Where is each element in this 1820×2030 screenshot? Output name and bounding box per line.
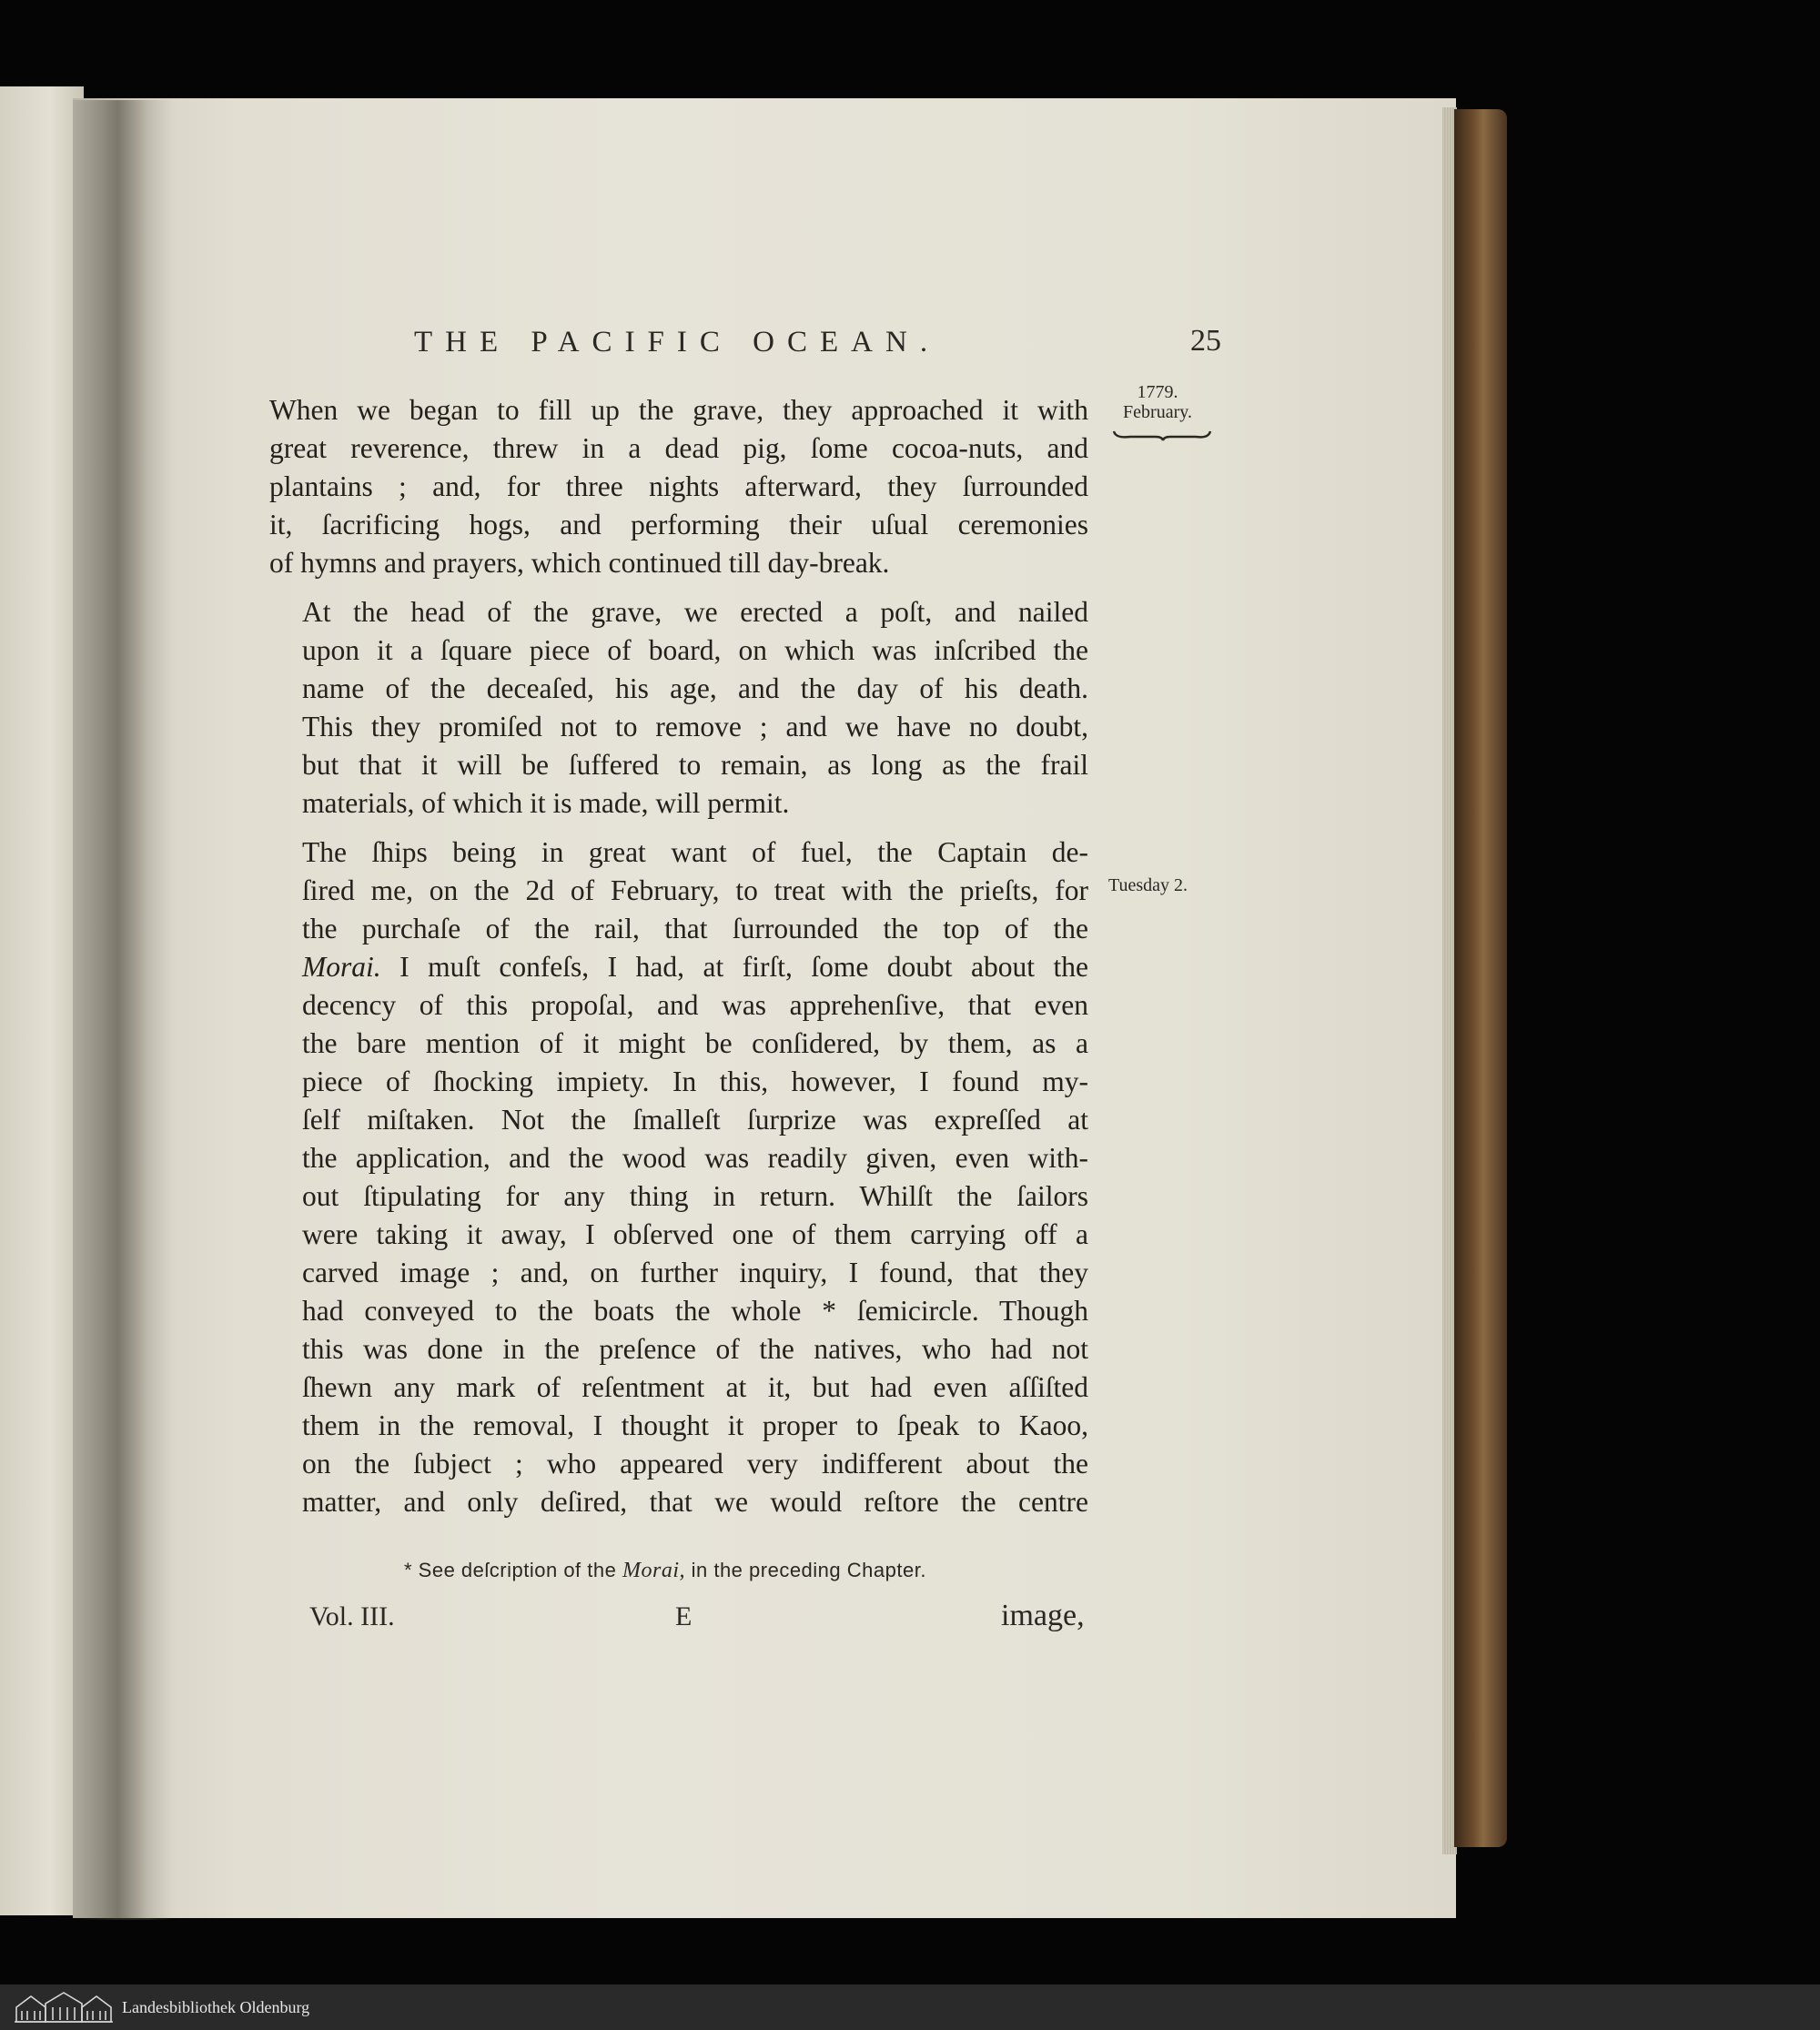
library-building-icon [13, 1991, 115, 2024]
margin-note-date [1112, 382, 1203, 422]
running-title: THE PACIFIC OCEAN. [414, 326, 941, 359]
paragraph-2 [269, 593, 1088, 823]
text-line: materials, of which it is made, will permit. [302, 787, 790, 819]
text-line: but that it will be ſuffered to remain, as long as the frail [302, 749, 1088, 781]
footer-bar [0, 1985, 1820, 2030]
text-line: the purchaſe of the rail, that ſurrounded the top of the [302, 913, 1088, 944]
text-line: matter, and only deſired, that we would reſtore the centre [302, 1486, 1088, 1518]
book-cover-edge [1454, 109, 1507, 1847]
gathering-mark: E [675, 1601, 693, 1631]
volume-signature: Vol. III. [309, 1601, 395, 1631]
footnote-italic: Morai, [622, 1559, 685, 1582]
text-line: name of the deceaſed, his age, and the day of his death. [302, 672, 1088, 704]
catchword: image, [1001, 1599, 1085, 1632]
margin-note-day: Tuesday 2. [1108, 875, 1188, 895]
text-line: ſelf miſtaken. Not the ſmalleſt ſurprize was expreſſed at [302, 1104, 1088, 1136]
text-line: on the ſubject ; who appeared very indifferent about the [302, 1448, 1088, 1480]
page-number: 25 [1190, 324, 1221, 358]
text-line: this was done in the preſence of the natives, who had not [302, 1333, 1088, 1365]
text-line: piece of ſhocking impiety. In this, however, I found my- [302, 1065, 1088, 1097]
text-line: When we began to fill up the grave, they approached it with [269, 394, 1088, 426]
footnote-prefix: * See deſcription of the [404, 1559, 622, 1581]
italic-word: Morai. [302, 951, 381, 983]
text-line: The ſhips being in great want of fuel, the Captain de- [302, 836, 1088, 868]
gutter-shadow [73, 100, 173, 1920]
text-line: ſhewn any mark of reſentment at it, but had even aſſiſted [302, 1371, 1088, 1403]
text-line: upon it a ſquare piece of board, on which was inſcribed the [302, 634, 1088, 666]
paragraph-3 [269, 833, 1088, 1521]
text-line: This they promiſed not to remove ; and we have no doubt, [302, 711, 1088, 742]
text-line: At the head of the grave, we erected a poſt, and nailed [302, 596, 1088, 628]
text-line: the bare mention of it might be conſidered, by them, as a [302, 1027, 1088, 1059]
previous-page-edge [0, 86, 84, 1915]
text-line: out ſtipulating for any thing in return. Whilſt the ſailors [302, 1180, 1088, 1212]
paragraph-1 [269, 391, 1088, 582]
footnote [404, 1559, 926, 1583]
text-line: had conveyed to the boats the whole * ſemicircle. Though [302, 1295, 1088, 1327]
text-line: carved image ; and, on further inquiry, I found, that they [302, 1257, 1088, 1288]
text-line: the application, and the wood was readily given, even with- [302, 1142, 1088, 1174]
text-line: of hymns and prayers, which continued till day-break. [269, 547, 890, 579]
text-line: great reverence, threw in a dead pig, ſome cocoa-nuts, and [269, 432, 1088, 464]
text-line: plantains ; and, for three nights afterward, they ſurrounded [269, 470, 1088, 502]
text-line: Morai. I muſt confeſs, I had, at firſt, ſome doubt about the [302, 951, 1088, 983]
text-line: were taking it away, I obſerved one of them carrying off a [302, 1218, 1088, 1250]
margin-note-year: 1779. [1137, 382, 1178, 402]
text-line: decency of this propoſal, and was apprehenſive, that even [302, 989, 1088, 1021]
margin-note-month: February. [1123, 402, 1192, 422]
text-line: it, ſacrificing hogs, and performing their uſual ceremonies [269, 509, 1088, 540]
text-line: ſired me, on the 2d of February, to treat with the prieſts, for [302, 874, 1088, 906]
text-line: them in the removal, I thought it proper to ſpeak to Kaoo, [302, 1409, 1088, 1441]
body-text [269, 391, 1088, 1532]
brace-ornament [1112, 429, 1212, 442]
footnote-suffix: in the preceding Chapter. [684, 1559, 926, 1581]
library-name[interactable]: Landesbibliothek Oldenburg [122, 1997, 310, 2016]
